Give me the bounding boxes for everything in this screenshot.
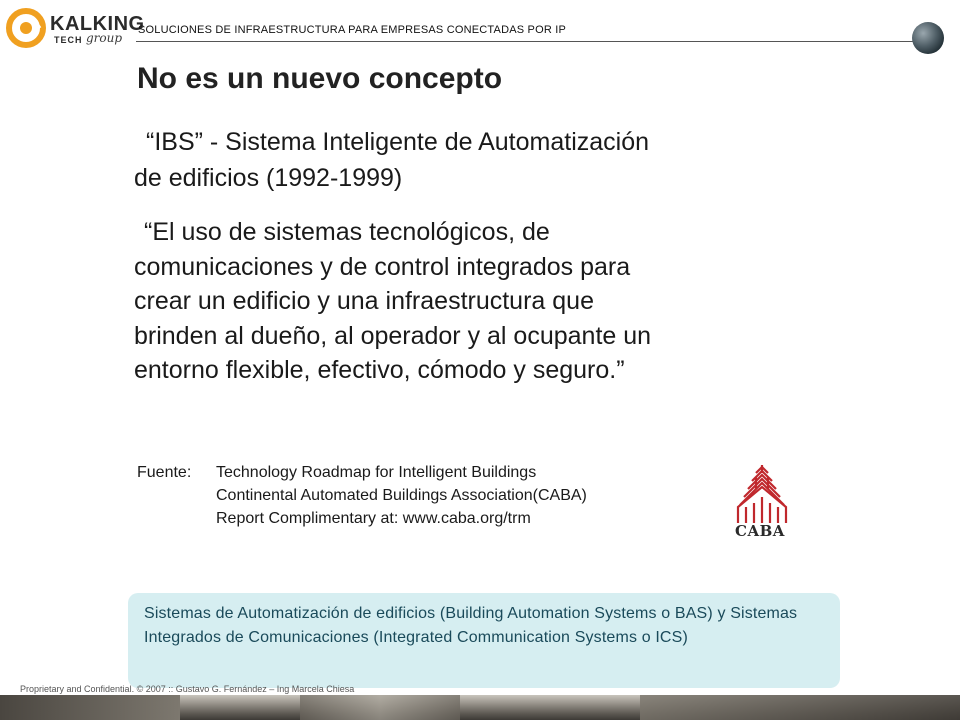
header-divider [136,41,916,42]
globe-icon [912,22,944,54]
quote-line: comunicaciones y de control integrados para [134,252,631,281]
caba-logo-text: CABA [735,522,785,540]
logo-sub: TECH [54,35,83,45]
source-line: Continental Automated Buildings Association(CABA) [216,487,587,504]
logo-wordmark: KALKING [50,13,145,35]
quote-line: entorno flexible, efectivo, cómodo y seguro.” [134,356,625,384]
ibs-line-2: de edificios (1992-1999) [134,164,403,192]
source-line: Report Complimentary at: www.caba.org/trm [216,510,531,527]
logo-swirl-icon [6,8,48,50]
callout-text: Sistemas de Automatización de edificios (Building Automation Systems o BAS) y Sistemas Integrados de Comunicaciones (Integrated Communication Systems o ICS) [144,605,798,646]
quote-line: brinden al dueño, al operador y al ocupante un [134,321,652,350]
source-block [137,461,587,530]
footer-copyright: Proprietary and Confidential. © 2007 :: Gustavo G. Fernández – Ing Marcela Chiesa [20,684,355,694]
quote-line: crear un edificio y una infraestructura que [134,287,594,315]
callout-box [128,593,840,688]
header-tagline: SOLUCIONES DE INFRAESTRUCTURA PARA EMPRESAS CONECTADAS POR IP [138,24,567,36]
source-line: Technology Roadmap for Intelligent Buildings [216,464,537,481]
ibs-line-1: “IBS” - Sistema Inteligente de Automatización [146,128,650,156]
quote-line: “El uso de sistemas tecnológicos, de [144,218,550,246]
company-logo [6,8,145,50]
ibs-heading [134,124,834,196]
slide-title: No es un nuevo concepto [137,62,503,95]
logo-group: group [86,31,123,45]
definition-quote [134,215,834,388]
source-label: Fuente: [137,464,192,481]
footer-landscape-strip [0,695,960,720]
